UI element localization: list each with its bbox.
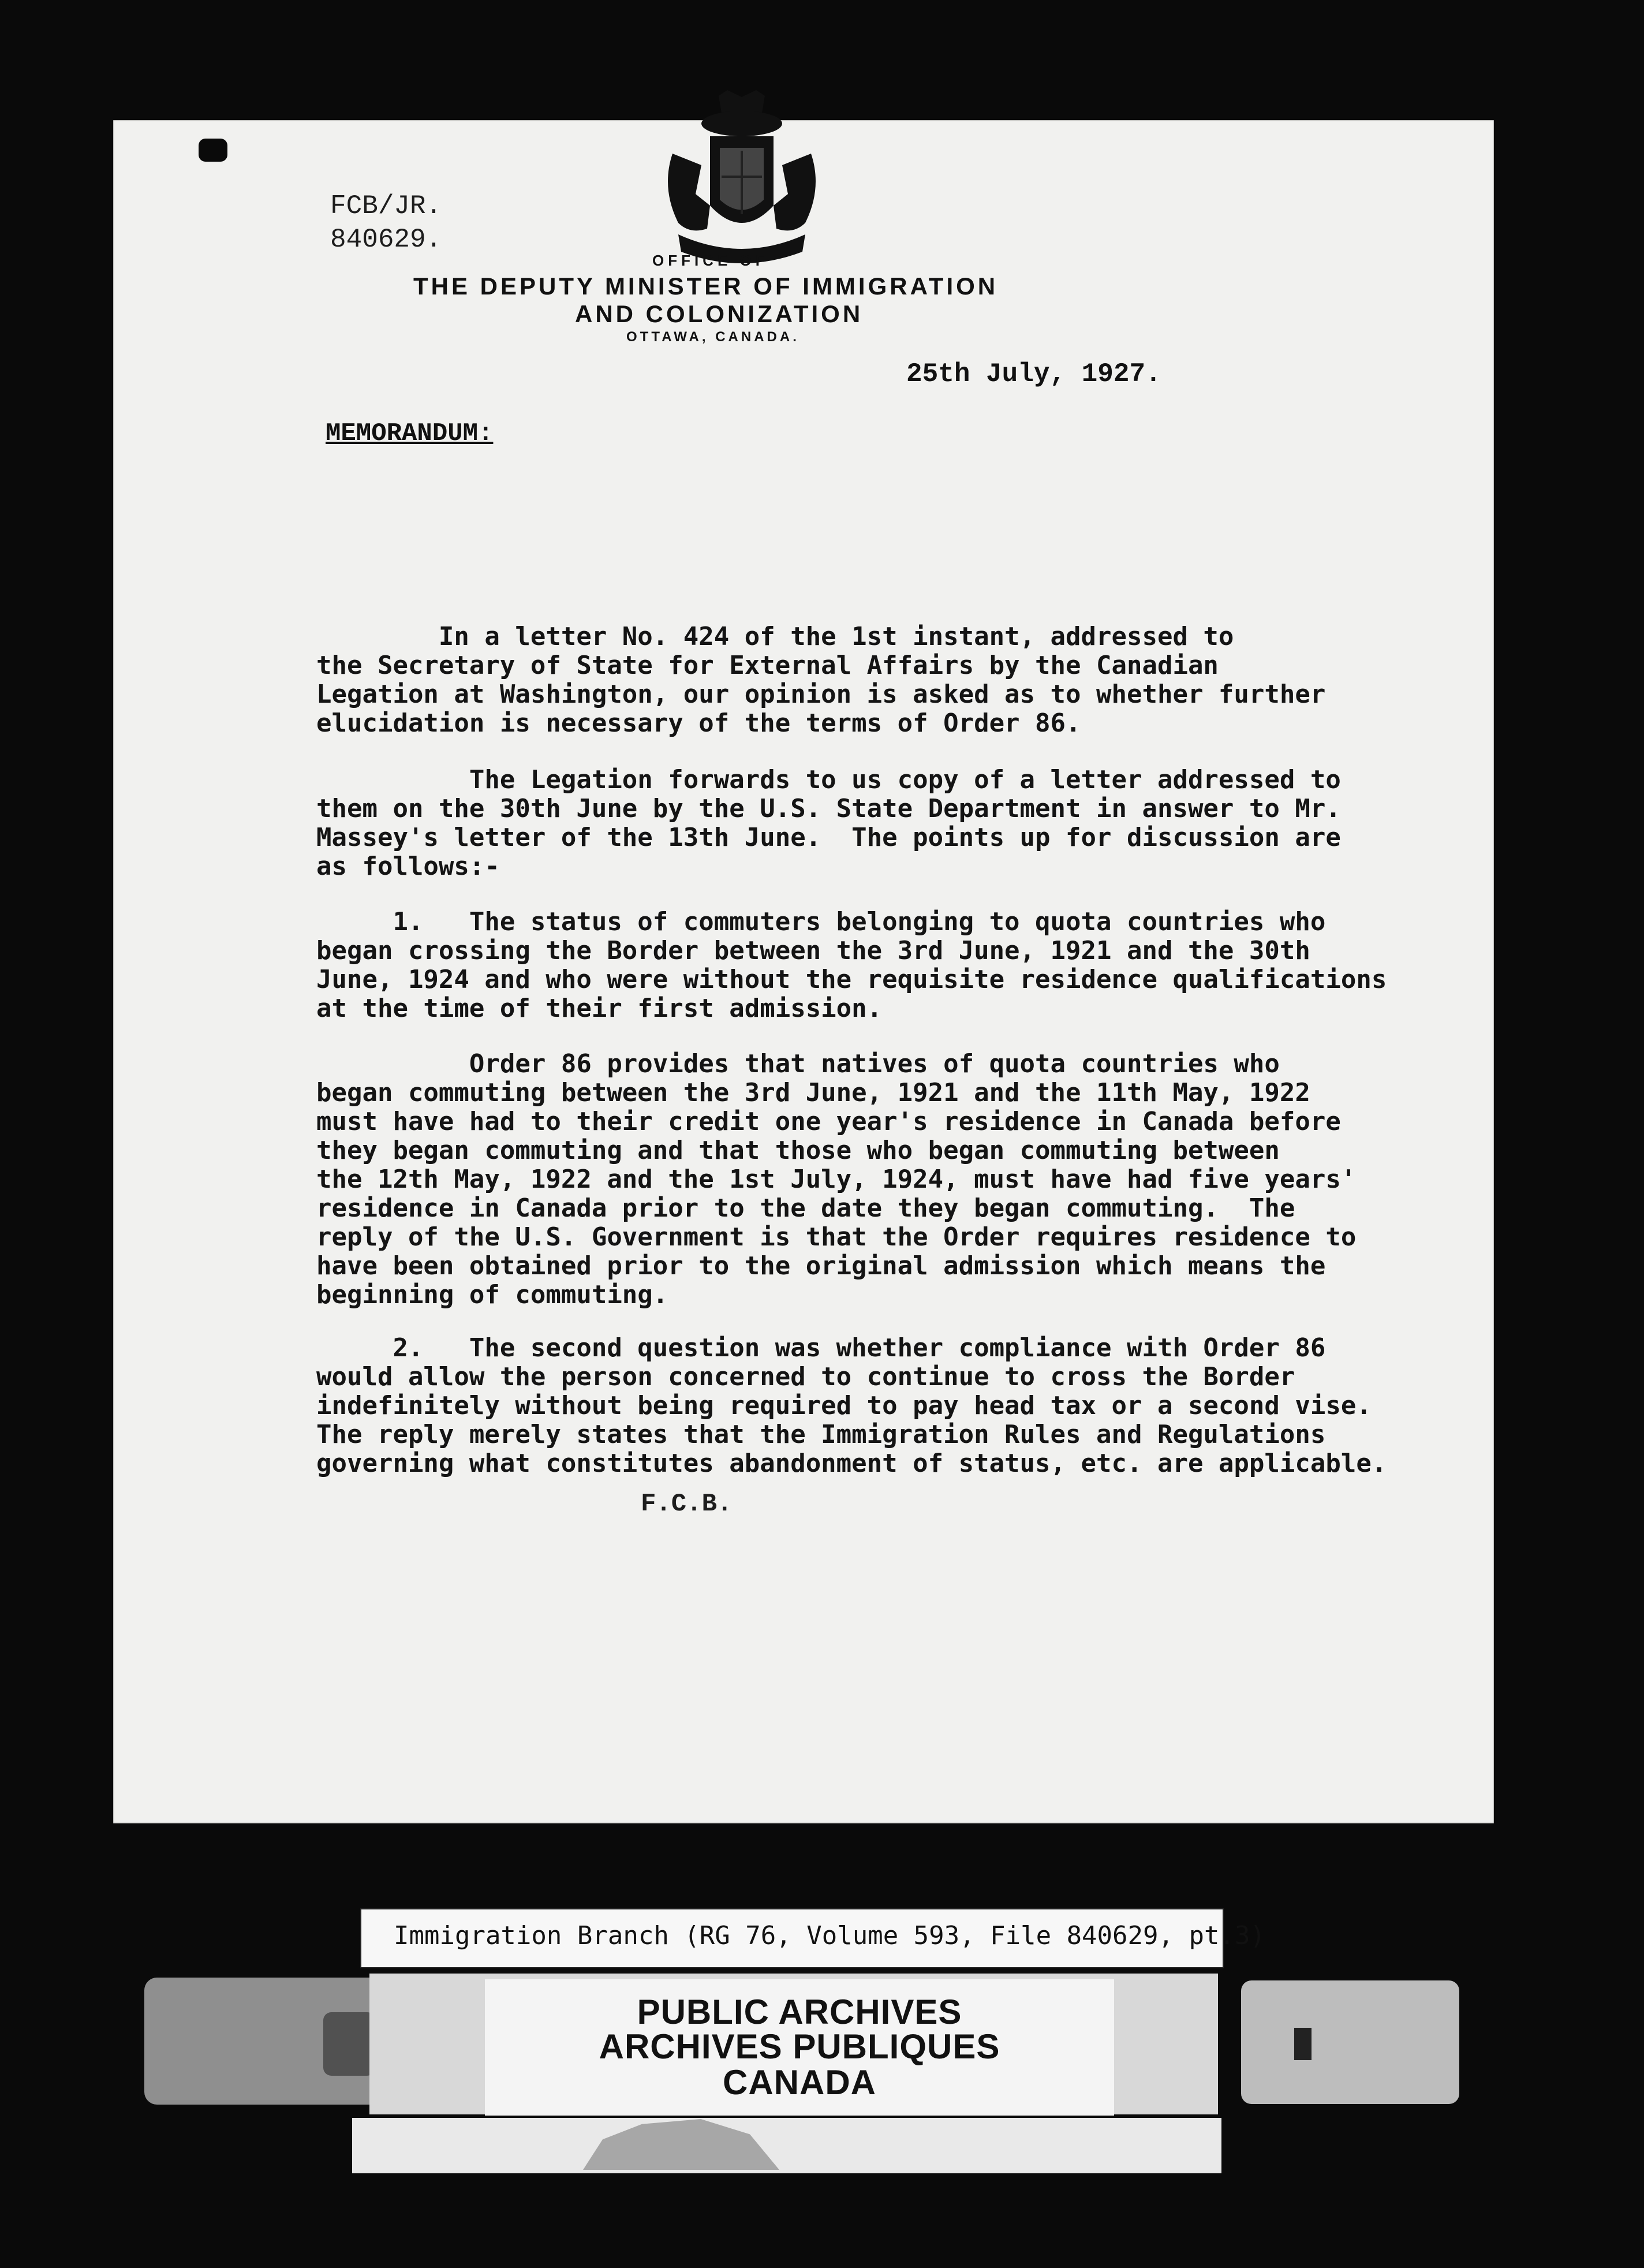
paragraph-order-86: Order 86 provides that natives of quota countries who began commuting between the 3rd June, 1921 and the 11th May, 1922 must have had to their credit one year's residence in Canada before they began commuting and that those who began commuting between the 12th May, 1922 and the 1st July, 1924, must have had five years' residence in Canada prior to the date they began commuting. The reply of the U.S. Government is that the Order requires residence to have been obtained prior to the original admission which means the beginning of commuting. [316,1049,1357,1310]
letterhead-subtitle: AND COLONIZATION [575,300,864,327]
letter-date: 25th July, 1927. [906,359,1161,389]
punch-hole [199,139,227,162]
office-of: OFFICE OF [652,252,769,269]
letterhead-title: THE DEPUTY MINISTER OF IMMIGRATION [413,273,999,300]
film-strip-left [144,1978,398,2105]
stamp-line-english: PUBLIC ARCHIVES [637,1993,962,2031]
paragraph-legation: The Legation forwards to us copy of a letter addressed to them on the 30th June by the U.S. State Department in answer to Mr. Massey's letter of the 13th June. The points up for discussion are as follows:- [316,765,1341,881]
signature-initials: F.C.B. [641,1490,733,1519]
film-strip-right [1241,1980,1459,2104]
paragraph-point-2: 2. The second question was whether compliance with Order 86 would allow the person concerned to continue to cross the Border indefinitely without being required to pay head tax or a second vise. The reply merely states that the Immigration Rules and Regulations governing what constitutes abandonment of status, etc. are applicable. [316,1333,1387,1478]
reference-initials: FCB/JR. [330,191,442,221]
archive-label [360,1908,1265,1968]
file-reference [330,189,442,256]
letterhead-location: OTTAWA, CANADA. [626,329,799,345]
paragraph-point-1: 1. The status of commuters belonging to quota countries who began crossing the Border between the 3rd June, 1921 and the 30th June, 1924 and who were without the requisite residence qualifications at the time of their first admission. [316,907,1387,1023]
archives-stamp [485,1979,1114,2116]
reference-number: 840629. [330,225,442,255]
archive-label-text: Immigration Branch (RG 76, Volume 593, File 840629, pt.3) [394,1921,1265,1950]
coat-of-arms-icon [655,90,828,278]
memo-heading: MEMORANDUM: [326,419,494,448]
film-strip-bottom [352,2118,1221,2173]
stamp-line-country: CANADA [723,2063,876,2102]
paragraph-intro: In a letter No. 424 of the 1st instant, addressed to the Secretary of State for External Affairs by the Canadian Legation at Washington, our opinion is asked as to whether further elucidation is necessary of the terms of Order 86. [316,622,1326,738]
stamp-line-french: ARCHIVES PUBLIQUES [599,2027,1000,2066]
